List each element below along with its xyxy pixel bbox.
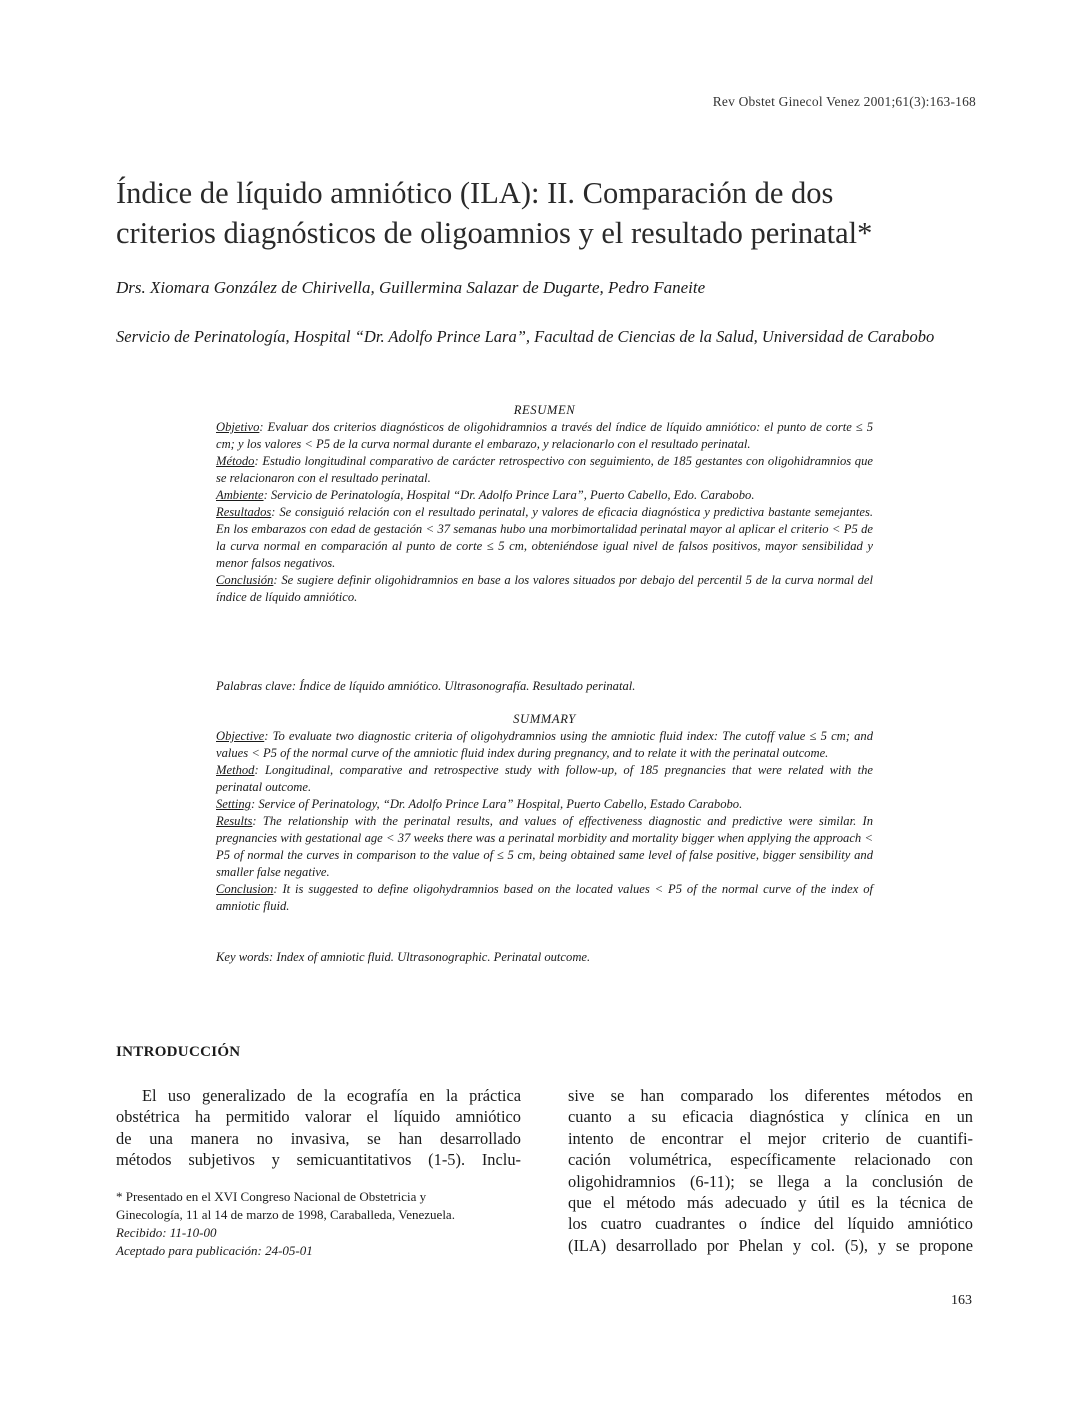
body-line: sive se han comparado los diferentes métodos en: [568, 1086, 973, 1105]
method-label: Method: [216, 763, 255, 777]
title-line: criterios diagnósticos de oligoamnios y el resultado perinatal*: [116, 216, 873, 250]
results-label: Results: [216, 814, 253, 828]
resumen-block: [216, 402, 873, 606]
key-words: Key words: Index of amniotic fluid. Ultrasonographic. Perinatal outcome.: [216, 950, 591, 964]
results-text: : The relationship with the perinatal results, and values of effectiveness diagnostic and predictive were similar. In pregnancies with gestational age < 37 weeks there was a perinatal morbidity and mortality bigger when applying the approach < P5 of normal the curves in comparison to the value of ≤ 5 cm, being obtained same level of false positive, bigger sensibility and smaller false negative.: [216, 814, 873, 879]
article-title: [116, 173, 996, 253]
journal-reference: Rev Obstet Ginecol Venez 2001;61(3):163-168: [712, 94, 976, 109]
body-line: los cuatro cuadrantes o índice del líquido amniótico: [568, 1214, 973, 1234]
summary-objective: [216, 728, 873, 762]
summary-results: [216, 813, 873, 881]
conclusion-text-en: : It is suggested to define oligohydramnios based on the located values < P5 of the normal curve of the index of amniotic fluid.: [216, 882, 873, 913]
objective-text: : To evaluate two diagnostic criteria of oligohydramnios using the amniotic fluid index: The cutoff value ≤ 5 cm; and values < P5 of the normal curve of the amniotic fluid index during pregnancy, and to relate it with the perinatal outcome.: [216, 729, 873, 760]
resumen-heading: RESUMEN: [513, 403, 576, 417]
footnote: [116, 1188, 521, 1260]
body-line: que el método más adecuado y útil es la técnica de: [568, 1193, 973, 1213]
resultados-text: : Se consiguió relación con el resultado perinatal, y valores de eficacia diagnóstica y predictiva bastante semejantes. En los embarazos con edad de gestación < 37 semanas hubo una morbimortalidad perinatal mayor al aplicar el criterio < P5 de la curva normal en comparación al punto de corte ≤ 5 cm, obteniéndose igual nivel de falsos positivos, mayor sensibilidad y menor falsos negativos.: [216, 505, 873, 570]
summary-block: [216, 711, 873, 915]
accepted-date: Aceptado para publicación: 24-05-01: [116, 1243, 313, 1258]
resumen-ambiente: [216, 487, 873, 504]
body-line: intento de encontrar el mejor criterio de cuantifi-: [568, 1128, 973, 1148]
resumen-metodo: [216, 453, 873, 487]
authors: Drs. Xiomara González de Chirivella, Guillermina Salazar de Dugarte, Pedro Faneite: [116, 278, 706, 297]
setting-text: : Service of Perinatology, “Dr. Adolfo Prince Lara” Hospital, Puerto Cabello, Estado Carabobo.: [250, 797, 743, 811]
body-line: El uso generalizado de la ecografía en la práctica: [142, 1086, 521, 1105]
summary-setting: [216, 796, 873, 813]
body-line: métodos subjetivos y semicuantitativos (1-5). Inclu-: [116, 1150, 521, 1170]
conclusion-label-en: Conclusion: [216, 882, 274, 896]
resumen-conclusion: [216, 572, 873, 606]
metodo-text: : Estudio longitudinal comparativo de carácter retrospectivo con seguimiento, de 185 gestantes con oligohidramnios que se relacionaron con el resultado perinatal.: [216, 454, 873, 485]
body-line: cación volumétrica, específicamente relacionado con: [568, 1150, 973, 1170]
palabras-clave: Palabras clave: Índice de líquido amniótico. Ultrasonografía. Resultado perinatal.: [216, 679, 636, 693]
body-column-left: [116, 1085, 521, 1171]
objective-label: Objective: [216, 729, 265, 743]
resumen-objetivo: [216, 419, 873, 453]
section-heading-introduccion: INTRODUCCIÓN: [116, 1044, 241, 1060]
objetivo-text: : Evaluar dos criterios diagnósticos de oligohidramnios a través del índice de líquido amniótico: el punto de corte ≤ 5 cm; y los valores < P5 de la curva normal durante el embarazo, y relacionarlo con el resultado perinatal.: [216, 420, 873, 451]
summary-method: [216, 762, 873, 796]
body-line: de una manera no invasiva, se han desarrollado: [116, 1128, 521, 1148]
resultados-label: Resultados: [216, 505, 272, 519]
ambiente-label: Ambiente: [216, 488, 264, 502]
summary-heading: SUMMARY: [513, 712, 576, 726]
body-line: cuanto a su eficacia diagnóstica y clínica en un: [568, 1107, 973, 1127]
objetivo-label: Objetivo: [216, 420, 260, 434]
footnote-line: Ginecología, 11 al 14 de marzo de 1998, Caraballeda, Venezuela.: [116, 1207, 455, 1222]
body-line: (ILA) desarrollado por Phelan y col. (5), y se propone: [568, 1235, 973, 1255]
title-line: Índice de líquido amniótico (ILA): II. Comparación de dos: [116, 176, 834, 210]
body-line: oligohidramnios (6-11); se llega a la conclusión de: [568, 1171, 973, 1191]
metodo-label: Método: [216, 454, 255, 468]
footnote-line: * Presentado en el XVI Congreso Nacional de Obstetricia y: [116, 1189, 427, 1204]
conclusion-label: Conclusión: [216, 573, 274, 587]
received-date: Recibido: 11-10-00: [116, 1225, 217, 1240]
resumen-resultados: [216, 504, 873, 572]
page-number: 163: [951, 1293, 972, 1308]
affiliation: Servicio de Perinatología, Hospital “Dr. Adolfo Prince Lara”, Facultad de Ciencias de la Salud, Universidad de Carabobo: [116, 327, 935, 346]
body-line: obstétrica ha permitido valorar el líquido amniótico: [116, 1107, 521, 1127]
conclusion-text: : Se sugiere definir oligohidramnios en base a los valores situados por debajo del percentil 5 de la curva normal del índice de líquido amniótico.: [216, 573, 873, 604]
method-text: : Longitudinal, comparative and retrospective study with follow-up, of 185 pregnancies that were related with the perinatal outcome.: [216, 763, 873, 794]
setting-label: Setting: [216, 797, 251, 811]
summary-conclusion: [216, 881, 873, 915]
ambiente-text: : Servicio de Perinatología, Hospital “Dr. Adolfo Prince Lara”, Puerto Cabello, Edo. Carabobo.: [263, 488, 755, 502]
body-column-right: [568, 1085, 973, 1256]
